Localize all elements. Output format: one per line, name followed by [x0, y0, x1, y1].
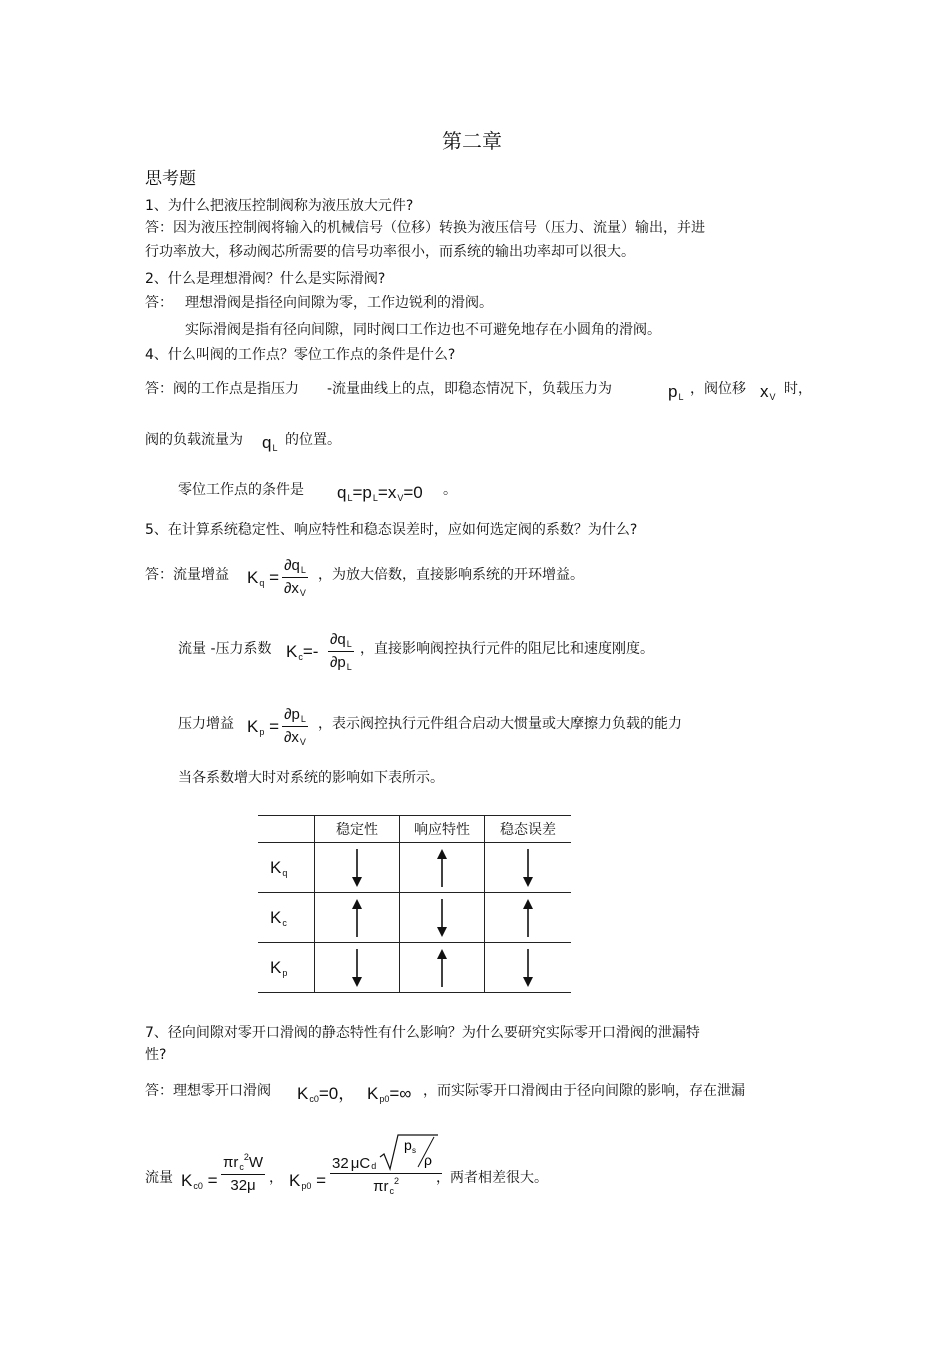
arrow-icon: [315, 943, 399, 992]
table-corner-cell: [258, 816, 315, 843]
kq-description: ，为放大倍数，直接影响系统的开环增益。: [318, 567, 584, 583]
arrow-down-icon: [435, 898, 449, 938]
square-root-icon: [378, 1133, 440, 1171]
arrow-down-icon: [350, 948, 364, 988]
kc-label: 流量 -压力系数: [178, 641, 272, 657]
arrow-icon: [315, 843, 399, 892]
kq-fraction: $\partial q_L$ $\partial x_V$: [284, 557, 306, 598]
kc-description: ，直接影响阀控执行元件的阻尼比和速度刚度。: [360, 641, 654, 657]
answer-7-part-2: ，而实际零开口滑阀由于径向间隙的影响，存在泄漏: [423, 1083, 745, 1099]
arrow-icon: [485, 843, 571, 892]
arrow-down-icon: [350, 848, 364, 888]
symbol-pL: $p_L$: [668, 382, 684, 402]
arrow-icon: [400, 943, 484, 992]
arrow-icon: [400, 843, 484, 892]
table-row: [258, 893, 571, 943]
kp-label: 压力增益: [178, 716, 234, 732]
answer-1-line-1: 答：因为液压控制阀将输入的机械信号（位移）转换为液压信号（压力、流量）输出，并进: [145, 220, 705, 236]
kc-fraction: $\partial q_L$ $\partial p_L$: [330, 631, 352, 672]
answer-1-line-2: 行功率放大，移动阀芯所需要的信号功率很小，而系统的输出功率却可以很大。: [145, 244, 635, 260]
formula-separator: ，: [269, 1170, 283, 1186]
table-header-response: 响应特性: [400, 816, 485, 843]
flow-label: 流量: [145, 1170, 173, 1186]
arrow-down-icon: [521, 948, 535, 988]
section-heading: 思考题: [145, 169, 196, 189]
answer-2-line-1: 理想滑阀是指径向间隙为零，工作边锐利的滑阀。: [185, 295, 493, 311]
table-intro: 当各系数增大时对系统的影响如下表所示。: [178, 770, 444, 786]
row-label-kq: $K_q$: [258, 843, 315, 893]
arrow-up-icon: [435, 948, 449, 988]
answer-4-part-1: 答：阀的工作点是指压力: [145, 381, 299, 397]
kc0-fraction: $\pi r_c^2W$ 32μ: [223, 1152, 264, 1194]
zero-point-label: 零位工作点的条件是: [178, 482, 304, 498]
ps-symbol: p: [404, 1137, 412, 1153]
rho-symbol: ρ: [424, 1152, 433, 1168]
table-row: [258, 843, 571, 893]
arrow-icon: [315, 893, 399, 942]
kp0-equation: $K_{p0}=\infty$: [367, 1084, 412, 1104]
answer-4-part-3: ，阀位移: [690, 381, 746, 397]
kq-symbol: $K_q$ =: [247, 568, 280, 588]
table-header-steady-error: 稳态误差: [485, 816, 572, 843]
symbol-qL: $q_L$: [262, 433, 278, 453]
page-title: 第二章: [442, 129, 502, 153]
arrow-down-icon: [521, 848, 535, 888]
answer-4-part-4: 时，: [784, 381, 812, 397]
table-header-row: [258, 816, 571, 843]
kc0-equation: $K_{c0}=0$，: [297, 1084, 356, 1104]
row-label-kp: $K_p$: [258, 943, 315, 993]
question-5: 5、在计算系统稳定性、响应特性和稳态误差时，应如何选定阀的系数？为什么?: [145, 522, 638, 538]
flow-end-text: ，两者相差很大。: [436, 1170, 548, 1186]
arrow-up-icon: [435, 848, 449, 888]
symbol-xV: $x_V$: [760, 382, 776, 402]
row-label-kc: $K_c$: [258, 893, 315, 943]
kq-label: 答：流量增益: [145, 567, 229, 583]
zero-point-equation: $q_L=p_L=x_V=0$: [337, 483, 423, 503]
zero-point-end: 。: [443, 482, 457, 498]
kp-fraction: $\partial p_L$ $\partial x_V$: [284, 706, 306, 747]
ps-subscript: s: [412, 1146, 417, 1155]
answer-2-line-2: 实际滑阀是指有径向间隙，同时阀口工作边也不可避免地存在小圆角的滑阀。: [185, 322, 661, 338]
arrow-up-icon: [521, 898, 535, 938]
kc-symbol: $K_c=-$: [286, 642, 319, 662]
arrow-icon: [400, 893, 484, 942]
table-row: [258, 943, 571, 993]
kc0-symbol: $K_{c0}$ =: [181, 1171, 218, 1191]
arrow-icon: [485, 943, 571, 992]
question-1: 1、为什么把液压控制阀称为液压放大元件?: [145, 198, 414, 214]
answer-4-part-2: -流量曲线上的点，即稳态情况下，负载压力为: [327, 381, 613, 397]
question-2: 2、什么是理想滑阀？什么是实际滑阀?: [145, 271, 386, 287]
kp0-fraction: 32 μ C d p s ρ $\pi r_c^2$: [330, 1133, 442, 1196]
question-7-line-1: 7、径向间隙对零开口滑阀的静态特性有什么影响？为什么要研究实际零开口滑阀的泄漏特: [145, 1025, 700, 1041]
kp-symbol: $K_p$ =: [247, 717, 280, 737]
answer-7-part-1: 答：理想零开口滑阀: [145, 1083, 271, 1099]
question-4: 4、什么叫阀的工作点？零位工作点的条件是什么?: [145, 347, 456, 363]
arrow-icon: [485, 893, 571, 942]
coefficient-effect-table: [258, 815, 571, 993]
question-7-line-2: 性?: [145, 1047, 167, 1063]
arrow-up-icon: [350, 898, 364, 938]
table-header-stability: 稳定性: [315, 816, 400, 843]
kp-description: ，表示阀控执行元件组合启动大惯量或大摩擦力负载的能力: [318, 716, 682, 732]
answer-4-line-2-part-2: 的位置。: [285, 432, 341, 448]
kp0-symbol: $K_{p0}$ =: [289, 1171, 327, 1191]
answer-2-prefix: 答：: [145, 295, 173, 311]
answer-4-line-2-part-1: 阀的负载流量为: [145, 432, 243, 448]
